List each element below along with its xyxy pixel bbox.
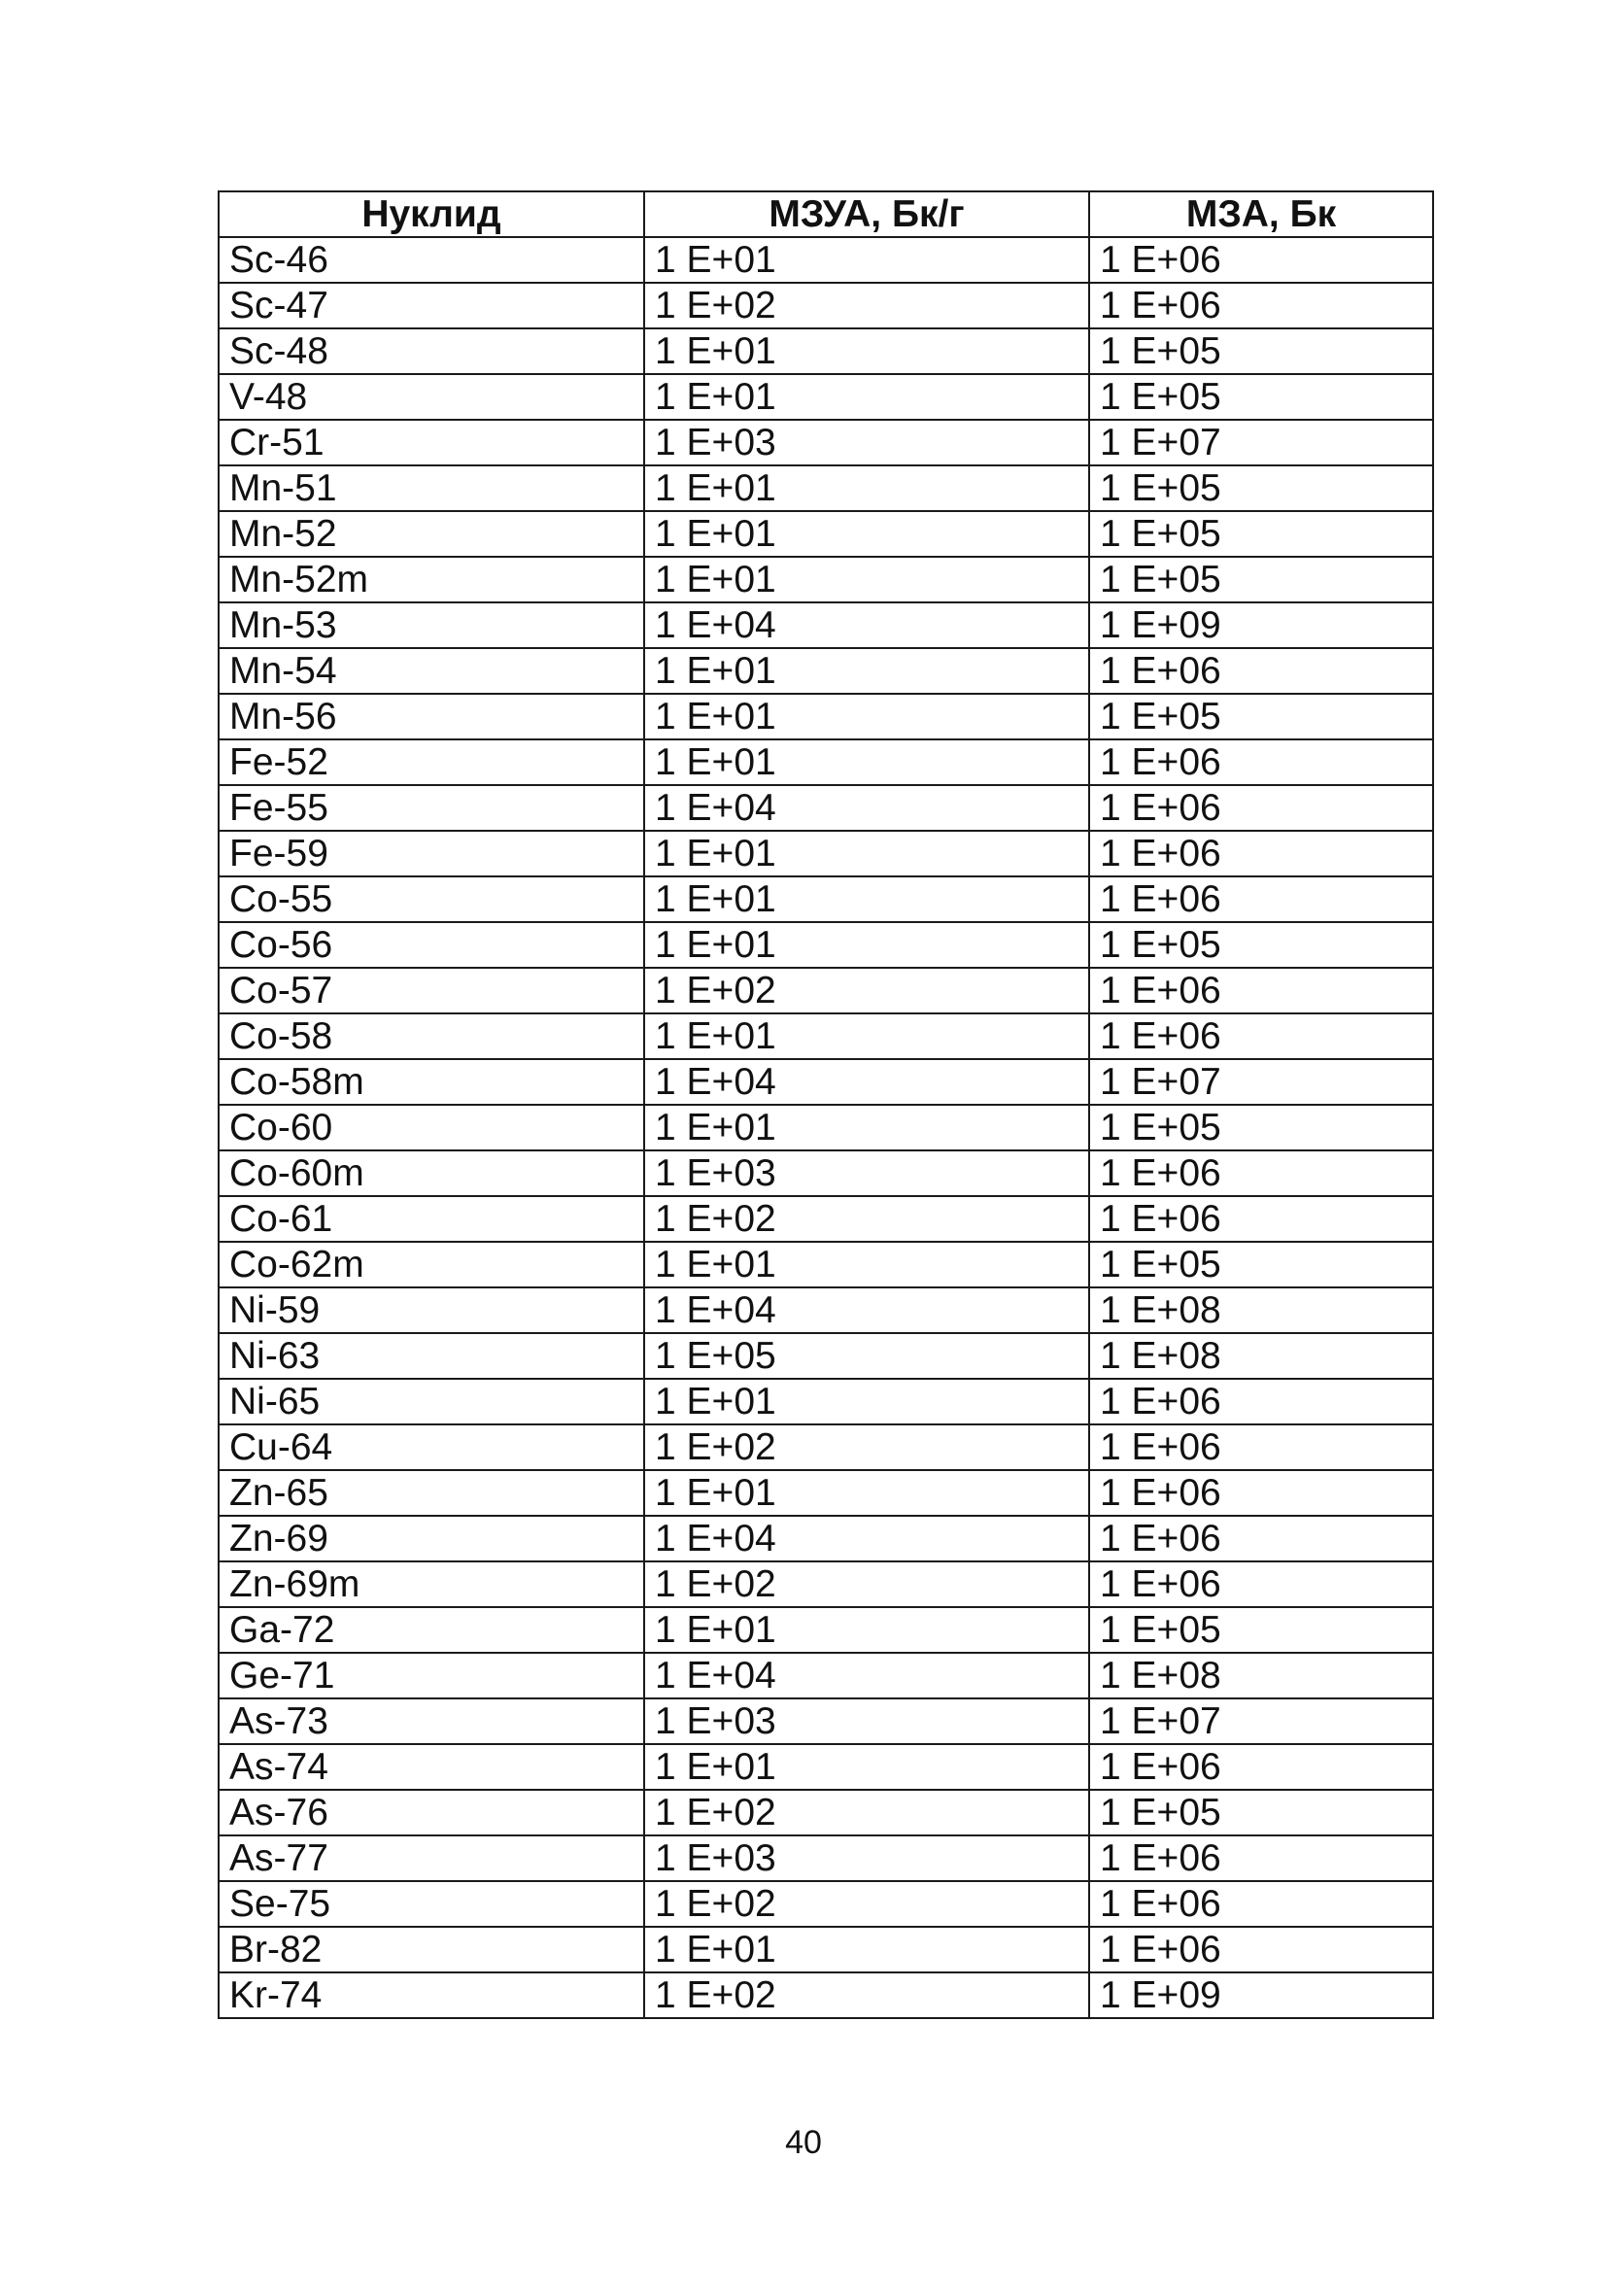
cell-mzua: 1 E+03 [644,1150,1089,1196]
table-row [219,831,1433,876]
cell-mzua: 1 E+02 [644,1561,1089,1607]
table-body [219,237,1433,2018]
cell-nuclide: Cr-51 [219,420,644,465]
cell-nuclide: Zn-65 [219,1470,644,1516]
cell-mza: 1 E+06 [1089,1470,1433,1516]
cell-mza: 1 E+07 [1089,1059,1433,1105]
cell-nuclide: As-74 [219,1744,644,1790]
cell-mza: 1 E+05 [1089,1242,1433,1287]
cell-mzua: 1 E+03 [644,1698,1089,1744]
cell-mza: 1 E+05 [1089,694,1433,739]
table-row [219,1470,1433,1516]
cell-mza: 1 E+06 [1089,1516,1433,1561]
cell-nuclide: Co-58m [219,1059,644,1105]
cell-nuclide: Zn-69m [219,1561,644,1607]
cell-mza: 1 E+06 [1089,785,1433,831]
cell-mzua: 1 E+01 [644,648,1089,694]
cell-nuclide: Fe-52 [219,739,644,785]
cell-mzua: 1 E+01 [644,739,1089,785]
cell-nuclide: Br-82 [219,1927,644,1972]
cell-nuclide: V-48 [219,374,644,420]
cell-mzua: 1 E+01 [644,557,1089,602]
cell-mza: 1 E+06 [1089,283,1433,328]
cell-nuclide: As-76 [219,1790,644,1835]
cell-mzua: 1 E+01 [644,1242,1089,1287]
table-row [219,1972,1433,2018]
table-row [219,694,1433,739]
header-mzua: МЗУА, Бк/г [644,191,1089,237]
cell-nuclide: Mn-56 [219,694,644,739]
table-row [219,1927,1433,1972]
cell-mzua: 1 E+04 [644,785,1089,831]
cell-mzua: 1 E+02 [644,1972,1089,2018]
cell-mzua: 1 E+01 [644,328,1089,374]
cell-mzua: 1 E+01 [644,465,1089,511]
cell-mzua: 1 E+04 [644,1653,1089,1698]
cell-mzua: 1 E+01 [644,694,1089,739]
cell-mzua: 1 E+01 [644,1013,1089,1059]
cell-mzua: 1 E+02 [644,1881,1089,1927]
cell-nuclide: Cu-64 [219,1424,644,1470]
cell-nuclide: Co-60m [219,1150,644,1196]
header-mza: МЗА, Бк [1089,191,1433,237]
cell-mza: 1 E+06 [1089,1424,1433,1470]
table-row [219,1881,1433,1927]
table-row [219,1013,1433,1059]
cell-mza: 1 E+08 [1089,1653,1433,1698]
cell-mza: 1 E+06 [1089,831,1433,876]
table-row [219,328,1433,374]
cell-mzua: 1 E+01 [644,1927,1089,1972]
header-row [219,191,1433,237]
cell-mza: 1 E+05 [1089,1607,1433,1653]
cell-mzua: 1 E+01 [644,237,1089,283]
cell-nuclide: Mn-53 [219,602,644,648]
cell-nuclide: Co-55 [219,876,644,922]
cell-nuclide: Sc-46 [219,237,644,283]
cell-mza: 1 E+05 [1089,922,1433,968]
table-row [219,1242,1433,1287]
table-row [219,511,1433,557]
table-row [219,1561,1433,1607]
cell-mza: 1 E+05 [1089,328,1433,374]
table-row [219,876,1433,922]
cell-mzua: 1 E+04 [644,1516,1089,1561]
cell-mzua: 1 E+05 [644,1333,1089,1379]
table-row [219,968,1433,1013]
cell-mza: 1 E+07 [1089,1698,1433,1744]
cell-nuclide: Sc-48 [219,328,644,374]
cell-mza: 1 E+05 [1089,465,1433,511]
cell-mzua: 1 E+01 [644,511,1089,557]
table-row [219,1653,1433,1698]
cell-mza: 1 E+06 [1089,648,1433,694]
cell-mza: 1 E+06 [1089,1150,1433,1196]
table-row [219,374,1433,420]
cell-mzua: 1 E+01 [644,922,1089,968]
table-row [219,237,1433,283]
cell-mza: 1 E+09 [1089,602,1433,648]
cell-nuclide: Mn-52m [219,557,644,602]
cell-nuclide: Co-56 [219,922,644,968]
cell-mzua: 1 E+01 [644,1607,1089,1653]
table-row [219,1744,1433,1790]
cell-nuclide: Ni-65 [219,1379,644,1424]
cell-nuclide: Co-62m [219,1242,644,1287]
cell-mzua: 1 E+02 [644,1790,1089,1835]
cell-mzua: 1 E+01 [644,1105,1089,1150]
cell-nuclide: Mn-51 [219,465,644,511]
table-header [219,191,1433,237]
cell-mzua: 1 E+02 [644,968,1089,1013]
cell-mza: 1 E+06 [1089,1561,1433,1607]
cell-mza: 1 E+09 [1089,1972,1433,2018]
cell-nuclide: Mn-54 [219,648,644,694]
cell-mzua: 1 E+01 [644,1379,1089,1424]
table-row [219,465,1433,511]
cell-mza: 1 E+06 [1089,1379,1433,1424]
cell-mza: 1 E+06 [1089,876,1433,922]
cell-nuclide: Zn-69 [219,1516,644,1561]
cell-nuclide: Co-61 [219,1196,644,1242]
table-row [219,1150,1433,1196]
cell-mza: 1 E+05 [1089,374,1433,420]
cell-mza: 1 E+06 [1089,237,1433,283]
cell-nuclide: Co-57 [219,968,644,1013]
cell-mza: 1 E+06 [1089,1835,1433,1881]
table-row [219,1105,1433,1150]
cell-mzua: 1 E+01 [644,1470,1089,1516]
cell-nuclide: As-73 [219,1698,644,1744]
cell-mza: 1 E+06 [1089,1744,1433,1790]
cell-mzua: 1 E+02 [644,1196,1089,1242]
cell-mza: 1 E+05 [1089,511,1433,557]
table-row [219,1516,1433,1561]
table-row [219,1835,1433,1881]
cell-mza: 1 E+06 [1089,1927,1433,1972]
table-row [219,1698,1433,1744]
cell-mzua: 1 E+03 [644,420,1089,465]
nuclide-table [218,190,1434,2019]
table-row [219,922,1433,968]
table-row [219,1424,1433,1470]
table-row [219,283,1433,328]
table-row [219,557,1433,602]
cell-mza: 1 E+08 [1089,1333,1433,1379]
cell-mzua: 1 E+02 [644,1424,1089,1470]
cell-nuclide: Co-60 [219,1105,644,1150]
table-row [219,739,1433,785]
cell-mza: 1 E+07 [1089,420,1433,465]
cell-mzua: 1 E+01 [644,1744,1089,1790]
cell-mza: 1 E+06 [1089,968,1433,1013]
table-row [219,785,1433,831]
cell-mza: 1 E+05 [1089,1790,1433,1835]
cell-nuclide: Co-58 [219,1013,644,1059]
cell-mzua: 1 E+02 [644,283,1089,328]
cell-mza: 1 E+05 [1089,1105,1433,1150]
cell-mzua: 1 E+04 [644,1059,1089,1105]
cell-nuclide: Se-75 [219,1881,644,1927]
cell-mza: 1 E+06 [1089,1013,1433,1059]
cell-nuclide: Ge-71 [219,1653,644,1698]
page-number: 40 [785,2124,822,2161]
table-row [219,420,1433,465]
cell-nuclide: Fe-59 [219,831,644,876]
cell-mza: 1 E+08 [1089,1287,1433,1333]
cell-nuclide: Ga-72 [219,1607,644,1653]
cell-nuclide: Fe-55 [219,785,644,831]
table-row [219,1059,1433,1105]
cell-mza: 1 E+05 [1089,557,1433,602]
table-row [219,1607,1433,1653]
table-row [219,602,1433,648]
cell-mza: 1 E+06 [1089,1196,1433,1242]
cell-nuclide: Ni-59 [219,1287,644,1333]
cell-nuclide: As-77 [219,1835,644,1881]
cell-mza: 1 E+06 [1089,739,1433,785]
cell-mzua: 1 E+01 [644,374,1089,420]
cell-mzua: 1 E+01 [644,831,1089,876]
cell-mzua: 1 E+03 [644,1835,1089,1881]
cell-mzua: 1 E+01 [644,876,1089,922]
cell-mza: 1 E+06 [1089,1881,1433,1927]
table-row [219,1196,1433,1242]
cell-nuclide: Sc-47 [219,283,644,328]
header-nuclide: Нуклид [219,191,644,237]
cell-nuclide: Kr-74 [219,1972,644,2018]
cell-nuclide: Mn-52 [219,511,644,557]
cell-nuclide: Ni-63 [219,1333,644,1379]
cell-mzua: 1 E+04 [644,1287,1089,1333]
cell-mzua: 1 E+04 [644,602,1089,648]
table-row [219,1287,1433,1333]
table-row [219,1379,1433,1424]
table-row [219,1790,1433,1835]
table-row [219,1333,1433,1379]
table-row [219,648,1433,694]
